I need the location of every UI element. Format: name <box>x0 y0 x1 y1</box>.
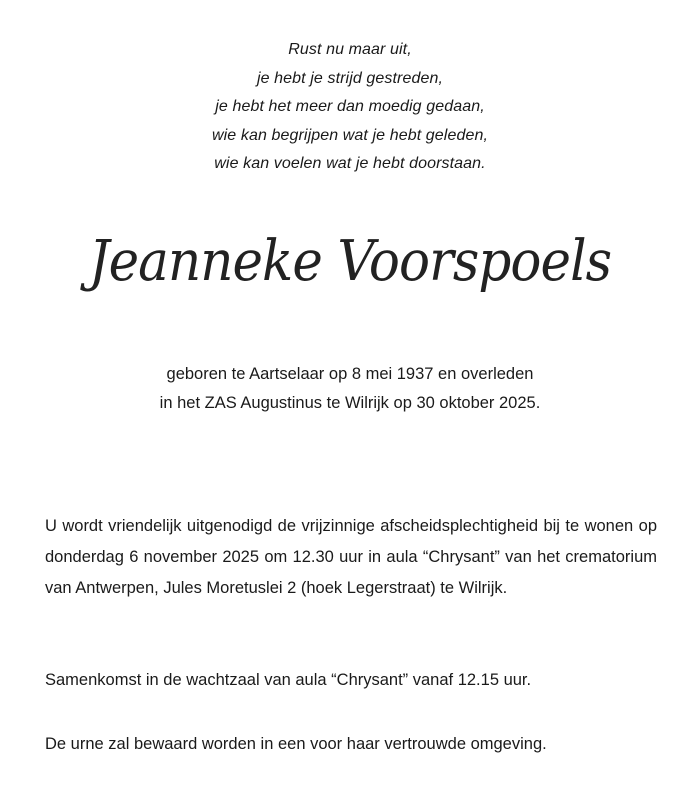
poem-line-1: Rust nu maar uit, <box>288 41 412 58</box>
poem-line-4: wie kan begrijpen wat je hebt geleden, <box>212 126 488 144</box>
poem-line-5: wie kan voelen wat je hebt doorstaan. <box>214 155 486 172</box>
urn-notice: De urne zal bewaard worden in een voor haar vertrouwde omgeving. <box>45 735 547 753</box>
birth-death-details <box>0 360 700 418</box>
poem-line-2: je hebt je strijd gestreden, <box>256 69 444 87</box>
birth-line-1: geboren te Aartselaar op 8 mei 1937 en overleden <box>166 365 534 383</box>
deceased-name: Jeanneke Voorspoels <box>88 229 612 294</box>
poem-line-3: je hebt het meer dan moedig gedaan, <box>215 98 485 115</box>
memorial-poem <box>0 36 700 179</box>
ceremony-invitation: U wordt vriendelijk uitgenodigd de vrijzinnige afscheidsplechtigheid bij te wonen op donderdag 6 november 2025 om 12.30 uur in aula “Chrysant” van het crematorium van Antwerpen, Jules Moretuslei 2 (hoek Legerstraat) te Wilrijk. <box>45 517 657 597</box>
gathering-notice: Samenkomst in de wachtzaal van aula “Chrysant” vanaf 12.15 uur. <box>45 671 532 689</box>
birth-line-2: in het ZAS Augustinus te Wilrijk op 30 oktober 2025. <box>159 394 541 412</box>
